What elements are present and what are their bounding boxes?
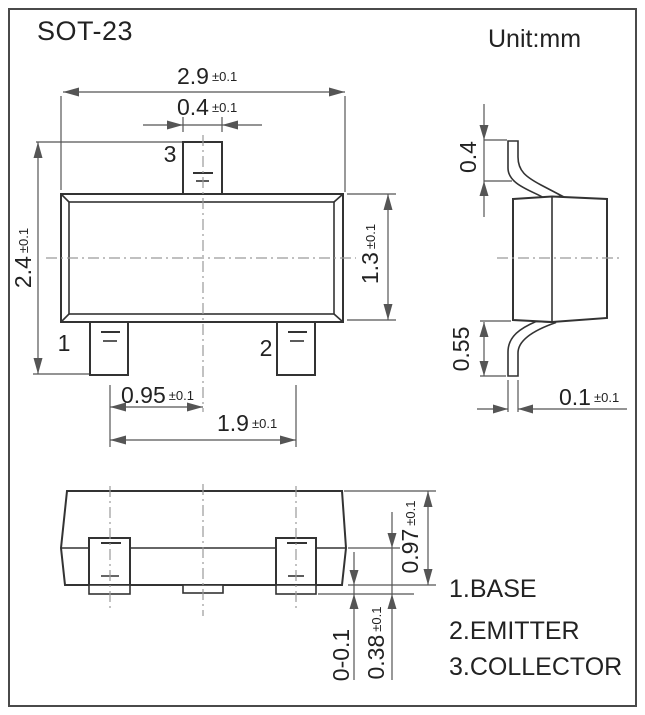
side-top-lead (508, 141, 562, 199)
dim-overall-height: 2.4±0.1 (10, 227, 36, 289)
dim-standoff: 0-0.1 (328, 628, 354, 682)
dim-foot-height: 0.38±0.1 (363, 606, 389, 680)
pin2-lead (277, 322, 315, 375)
pin1-lead (90, 322, 128, 375)
dim-tab-width: 0.4 ±0.1 (177, 94, 238, 120)
legend-pin3: 3.COLLECTOR (449, 653, 623, 681)
dim-body-width: 2.9 ±0.1 (177, 63, 238, 89)
side-bottom-lead (508, 322, 556, 377)
dim-lead-thickness: 0.1 ±0.1 (559, 384, 620, 410)
top-view (33, 88, 396, 448)
dim-lead-span: 1.9 ±0.1 (217, 410, 278, 436)
pin2-label: 2 (259, 335, 273, 361)
page-title: SOT-23 (37, 16, 134, 46)
dim-pkg-height: 0.97±0.1 (397, 500, 423, 574)
unit-label: Unit:mm (488, 25, 582, 53)
dim-pin-pitch: 0.95 ±0.1 (121, 382, 194, 408)
dim-body-height: 1.3±0.1 (357, 223, 383, 285)
legend-pin2: 2.EMITTER (449, 617, 580, 645)
dim-lead-top: 0.4 (455, 141, 481, 173)
legend-pin1: 1.BASE (449, 575, 537, 603)
side-body (513, 197, 607, 323)
pin1-label: 1 (57, 330, 71, 356)
dim-lead-bottom: 0.55 (448, 326, 474, 372)
side-view (477, 104, 627, 414)
pin3-label: 3 (163, 141, 177, 167)
